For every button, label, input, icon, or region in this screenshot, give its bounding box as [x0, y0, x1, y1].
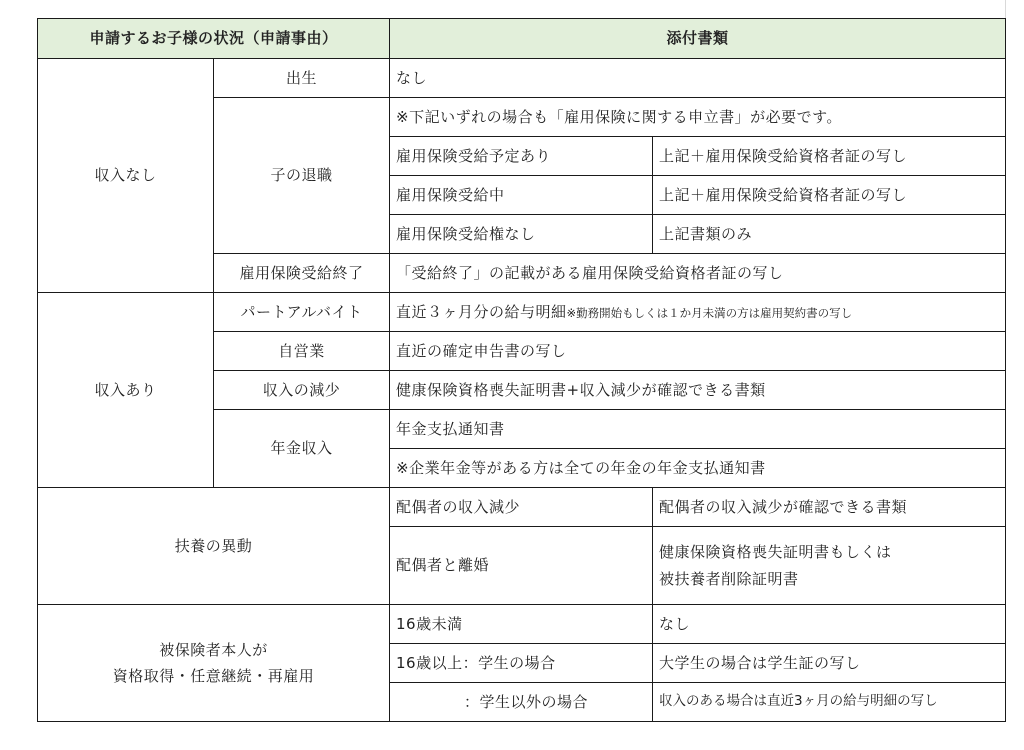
- table-row: [38, 59, 1006, 98]
- retirement-doc: 上記＋雇用保険受給資格者証の写し: [653, 137, 1006, 176]
- insured-doc: なし: [653, 605, 1006, 644]
- table-row: [38, 605, 1006, 644]
- header-situation: 申請するお子様の状況（申請事由）: [38, 19, 390, 59]
- retirement-doc: 上記書類のみ: [653, 215, 1006, 254]
- insured-label-line2: 資格取得・任意継続・再雇用: [112, 667, 315, 685]
- retirement-case: 雇用保険受給予定あり: [390, 137, 653, 176]
- retirement-doc: 上記＋雇用保険受給資格者証の写し: [653, 176, 1006, 215]
- case-birth: 出生: [214, 59, 390, 98]
- doc-income-decrease: 健康保険資格喪失証明書+収入減少が確認できる書類: [390, 371, 1006, 410]
- case-insurance-end: 雇用保険受給終了: [214, 254, 390, 293]
- doc-self-employed: 直近の確定申告書の写し: [390, 332, 1006, 371]
- sheet-gridline: [0, 0, 1006, 18]
- table-header-row: [38, 19, 1006, 59]
- category-with-income: 収入あり: [38, 293, 214, 488]
- doc-pension: 年金支払通知書: [390, 410, 1006, 449]
- insured-case: 16歳以上：学生の場合: [390, 644, 653, 683]
- dependent-doc: [653, 527, 1006, 605]
- case-income-decrease: 収入の減少: [214, 371, 390, 410]
- case-part-time: パートアルバイト: [214, 293, 390, 332]
- case-self-employed: 自営業: [214, 332, 390, 371]
- insured-case: 16歳未満: [390, 605, 653, 644]
- insured-case: ：学生以外の場合: [390, 683, 653, 722]
- dependent-case: 配偶者の収入減少: [390, 488, 653, 527]
- table-row: [38, 488, 1006, 527]
- case-retirement: 子の退職: [214, 98, 390, 254]
- table-row: [38, 293, 1006, 332]
- doc-part-time: [390, 293, 1006, 332]
- required-documents-table: [37, 18, 1006, 722]
- dependent-doc: 配偶者の収入減少が確認できる書類: [653, 488, 1006, 527]
- category-no-income: 収入なし: [38, 59, 214, 293]
- doc-part-time-note: ※勤務開始もしくは１か月未満の方は雇用契約書の写し: [566, 305, 853, 320]
- case-pension: 年金収入: [214, 410, 390, 488]
- doc-insurance-end: 「受給終了」の記載がある雇用保険受給資格者証の写し: [390, 254, 1006, 293]
- doc-birth: なし: [390, 59, 1006, 98]
- pension-note: ※企業年金等がある方は全ての年金の年金支払通知書: [390, 449, 1006, 488]
- retirement-case: 雇用保険受給中: [390, 176, 653, 215]
- header-documents: 添付書類: [390, 19, 1006, 59]
- dependent-doc-line1: 健康保険資格喪失証明書もしくは: [659, 543, 892, 562]
- dependent-case: 配偶者と離婚: [390, 527, 653, 605]
- insured-label-line1: 被保険者本人が: [159, 640, 268, 659]
- doc-part-time-main: 直近３ヶ月分の給与明細: [396, 302, 567, 321]
- retirement-case: 雇用保険受給権なし: [390, 215, 653, 254]
- category-dependent-change: 扶養の異動: [38, 488, 390, 605]
- category-insured: [38, 605, 390, 722]
- retirement-note: ※下記いずれの場合も「雇用保険に関する申立書」が必要です。: [390, 98, 1006, 137]
- insured-doc: 収入のある場合は直近3ヶ月の給与明細の写し: [653, 683, 1006, 722]
- insured-doc: 大学生の場合は学生証の写し: [653, 644, 1006, 683]
- dependent-doc-line2: 被扶養者削除証明書: [659, 569, 799, 588]
